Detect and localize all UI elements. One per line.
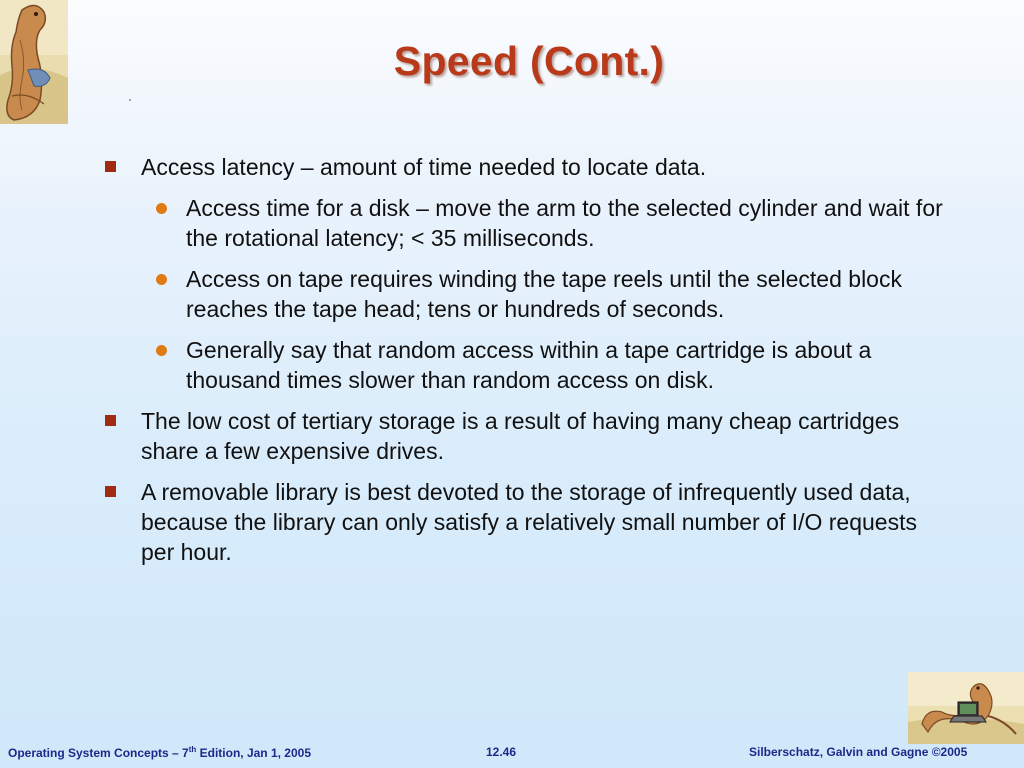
square-bullet-icon	[105, 161, 116, 172]
square-bullet-icon	[105, 415, 116, 426]
sub-bullet-random-access	[141, 335, 953, 395]
bullet-text: The low cost of tertiary storage is a result of having many cheap cartridges share a few expensive drives.	[141, 408, 900, 464]
round-bullet-icon	[156, 203, 167, 214]
slide-title: Speed (Cont.)	[393, 38, 665, 84]
footer-page-number: 12.46	[486, 745, 517, 759]
sub-bullet-text: Access time for a disk – move the arm to the selected cylinder and wait for the rotational latency; < 35 milliseconds.	[186, 195, 943, 251]
sub-bullet-tape-access	[141, 264, 953, 324]
sub-bullet-text: Generally say that random access within a tape cartridge is about a thousand times slower than random access on disk.	[186, 337, 872, 393]
decorative-dot	[129, 99, 131, 101]
sub-bullet-list	[141, 193, 953, 395]
round-bullet-icon	[156, 345, 167, 356]
footer-book-title-prefix: Operating System Concepts – 7	[8, 746, 189, 760]
dinosaur-laptop-icon	[908, 672, 1024, 744]
square-bullet-icon	[105, 486, 116, 497]
bullet-low-cost	[103, 406, 953, 466]
bullet-removable-library	[103, 477, 953, 567]
footer-edition-superscript: th	[188, 745, 197, 754]
footer-copyright: Silberschatz, Galvin and Gagne ©2005	[749, 745, 968, 759]
bullet-text: A removable library is best devoted to the storage of infrequently used data, because the library can only satisfy a relatively small number of I/O requests per hour.	[141, 479, 917, 565]
sub-bullet-disk-access	[141, 193, 953, 253]
round-bullet-icon	[156, 274, 167, 285]
bullet-access-latency	[103, 152, 953, 395]
bullet-text: Access latency – amount of time needed to locate data.	[141, 154, 707, 180]
slide-content	[103, 152, 953, 578]
sub-bullet-text: Access on tape requires winding the tape reels until the selected block reaches the tape head; tens or hundreds of seconds.	[186, 266, 902, 322]
footer-book-title	[8, 745, 311, 765]
footer-book-title-suffix: Edition, Jan 1, 2005	[196, 746, 312, 760]
